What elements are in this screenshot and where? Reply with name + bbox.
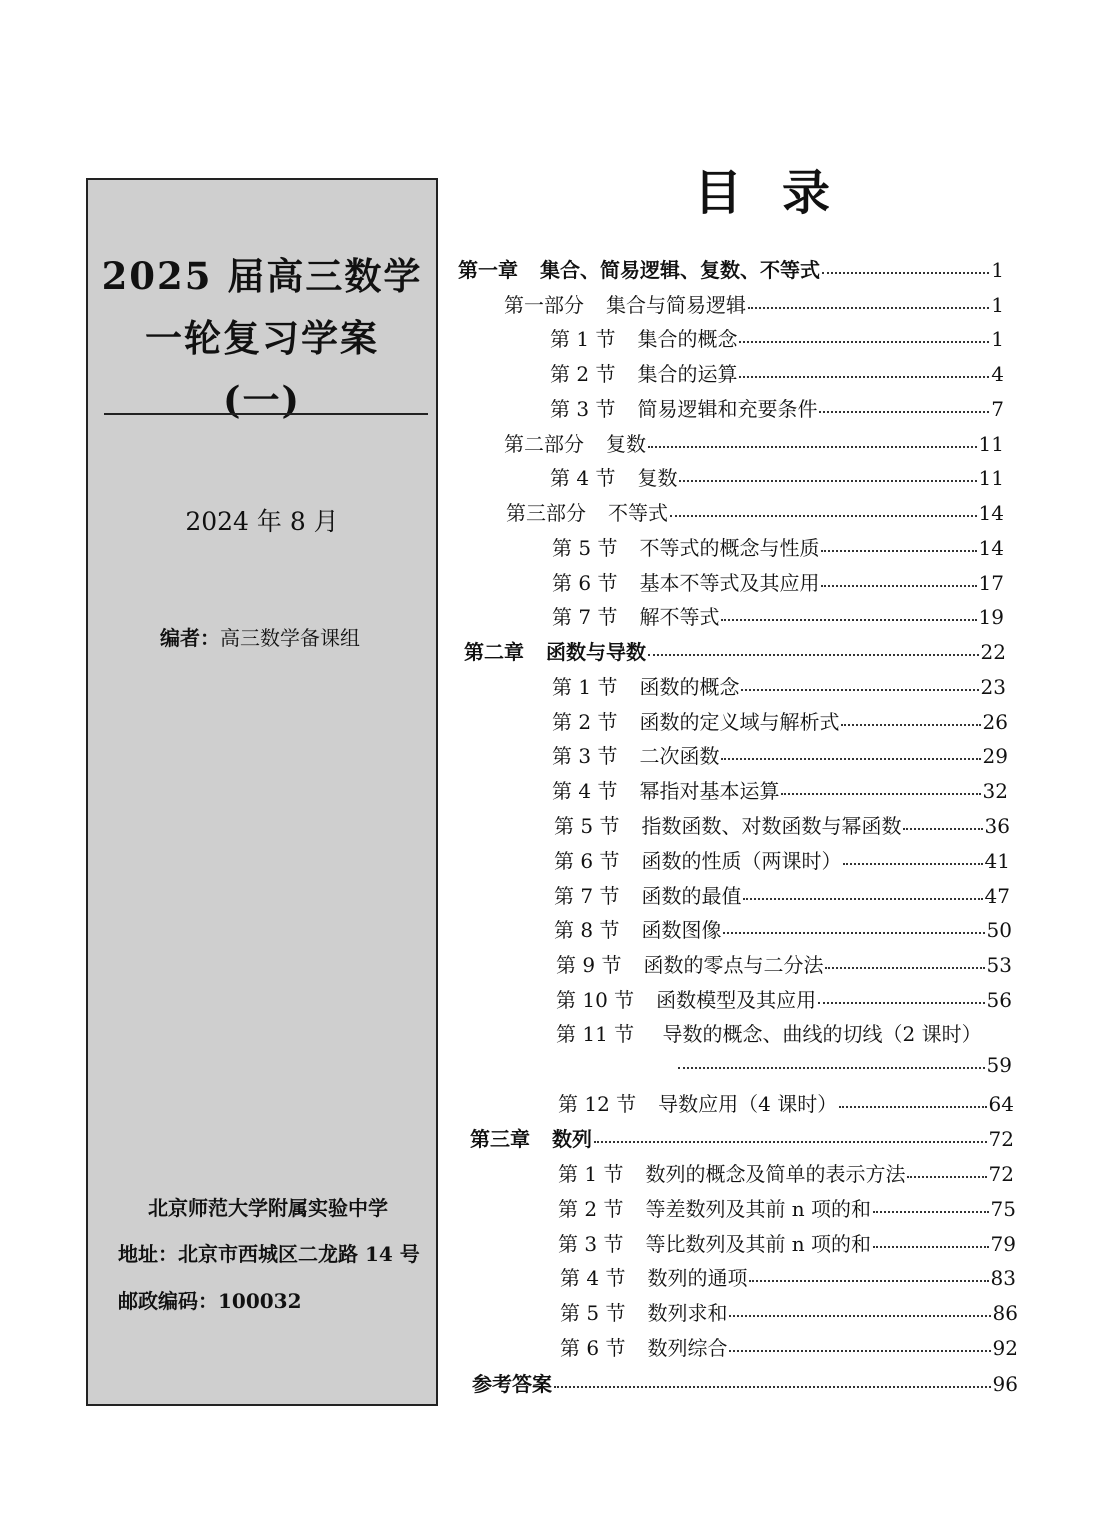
toc-entry-section <box>552 775 1008 804</box>
toc-entry-section <box>554 845 1010 874</box>
toc-entry-title: 幂指对基本运算 <box>639 779 780 803</box>
toc-entry-page: 92 <box>992 1336 1018 1360</box>
cover-title-line-3: (一) <box>222 378 301 422</box>
toc-entry-title: 数列的概念及简单的表示方法 <box>645 1162 906 1186</box>
toc-entry-title: 函数的定义域与解析式 <box>639 710 840 734</box>
toc-entry-section <box>560 1262 1016 1291</box>
toc-entry-section <box>552 671 1006 700</box>
toc-entry-section <box>550 462 1004 491</box>
dot-leader <box>873 1246 988 1248</box>
toc-entry-part <box>506 497 1004 526</box>
toc-entry-section <box>554 914 1012 943</box>
toc-entry-number: 第 4 节 <box>552 779 618 803</box>
toc-entry-title: 复数 <box>606 432 646 456</box>
toc-entry-number: 第一章 <box>458 258 518 282</box>
toc-entry-number: 第 7 节 <box>552 605 618 629</box>
toc-entry-page: 1 <box>991 327 1004 351</box>
toc-entry-title: 函数的最值 <box>641 884 742 908</box>
toc-entry-page: 53 <box>986 953 1012 977</box>
toc-entry-title: 函数的零点与二分法 <box>643 953 824 977</box>
dot-leader <box>594 1141 987 1143</box>
cover-title-line-1: 2025 届高三数学 <box>101 254 423 298</box>
dot-leader <box>554 1386 991 1388</box>
dot-leader <box>873 1211 988 1213</box>
toc-entry-title: 数列 <box>552 1127 592 1151</box>
toc-entry-number: 第 2 节 <box>550 362 616 386</box>
toc-entry-number: 第 5 节 <box>552 536 618 560</box>
toc-entry-page: 96 <box>992 1372 1018 1396</box>
toc-entry-page: 1 <box>991 258 1004 282</box>
toc-entry-section <box>550 323 1004 352</box>
dot-leader <box>678 1067 985 1069</box>
toc-entry-title: 函数的概念 <box>639 675 740 699</box>
cover-date: 2024 年 8 月 <box>185 507 339 536</box>
toc-entry-number: 第 6 节 <box>552 571 618 595</box>
editor-value: 高三数学备课组 <box>220 626 360 650</box>
toc-entry-title: 等比数列及其前 n 项的和 <box>645 1232 872 1256</box>
toc-entry-page: 75 <box>990 1197 1016 1221</box>
cover-divider <box>104 413 428 415</box>
toc-entry-page: 4 <box>991 362 1004 386</box>
dot-leader <box>818 1002 984 1004</box>
toc-entry-title: 函数与导数 <box>546 640 646 664</box>
toc-entry-section <box>552 740 1008 769</box>
toc-entry-number: 第 6 节 <box>560 1336 626 1360</box>
toc-entry-number: 第二部分 <box>504 432 584 456</box>
dot-leader <box>749 1280 988 1282</box>
toc-entry-chapter <box>464 636 1006 665</box>
toc-entry-number: 第 1 节 <box>558 1162 624 1186</box>
dot-leader <box>721 619 976 621</box>
toc-entry-part <box>504 289 1004 318</box>
toc-entry-page: 36 <box>984 814 1010 838</box>
dot-leader <box>841 724 980 726</box>
toc-entry-title: 函数图像 <box>641 918 722 942</box>
toc-entry-title: 参考答案 <box>472 1372 552 1396</box>
editor-label: 编者： <box>160 626 220 650</box>
dot-leader <box>748 307 989 309</box>
cover-editor <box>160 622 360 651</box>
toc-entry-title: 导数应用（4 课时） <box>658 1092 838 1116</box>
toc-entry-section <box>556 984 1012 1013</box>
toc-entry-section <box>560 1297 1018 1326</box>
toc-entry-number: 第 9 节 <box>556 953 622 977</box>
toc-entry-title: 导数的概念、曲线的切线（2 课时） <box>662 1022 982 1046</box>
cover-title-line-2: 一轮复习学案 <box>145 316 379 360</box>
dot-leader <box>723 932 984 934</box>
toc-entry-number: 第 4 节 <box>560 1266 626 1290</box>
toc-entry-number: 第二章 <box>464 640 524 664</box>
dot-leader <box>839 1106 986 1108</box>
toc-entry-title: 等差数列及其前 n 项的和 <box>645 1197 872 1221</box>
dot-leader <box>729 1350 990 1352</box>
toc-entry-section <box>552 567 1004 596</box>
toc-entry-title: 数列求和 <box>647 1301 728 1325</box>
toc-entry-number: 第 2 节 <box>558 1197 624 1221</box>
dot-leader <box>903 828 982 830</box>
toc-entry-title: 不等式 <box>608 501 668 525</box>
dot-leader <box>670 515 977 517</box>
toc-entry-section-continuation <box>676 1053 1012 1077</box>
dot-leader <box>679 480 976 482</box>
toc-entry-number: 第 7 节 <box>554 884 620 908</box>
toc-entry-title: 函数模型及其应用 <box>656 988 817 1012</box>
toc-entry-page: 83 <box>990 1266 1016 1290</box>
toc-entry-title: 集合、简易逻辑、复数、不等式 <box>540 258 820 282</box>
toc-entry-page: 59 <box>986 1053 1012 1077</box>
dot-leader <box>729 1315 990 1317</box>
toc-entry-title: 指数函数、对数函数与幂函数 <box>641 814 902 838</box>
toc-entry-number: 第 5 节 <box>560 1301 626 1325</box>
toc-entry-page: 47 <box>984 884 1010 908</box>
toc-entry-section <box>552 706 1008 735</box>
toc-entry-number: 第 6 节 <box>554 849 620 873</box>
toc-entry-number: 第 3 节 <box>558 1232 624 1256</box>
toc-entry-section <box>550 393 1004 422</box>
toc-entry-number: 第三章 <box>470 1127 530 1151</box>
toc-entry-title: 不等式的概念与性质 <box>639 536 820 560</box>
toc-entry-title: 解不等式 <box>639 605 720 629</box>
toc-entry-page: 14 <box>978 536 1004 560</box>
toc-entry-section <box>552 601 1004 630</box>
toc-entry-answers <box>472 1368 1018 1397</box>
toc-entry-page: 72 <box>988 1162 1014 1186</box>
toc-entry-title: 复数 <box>637 466 678 490</box>
toc-entry-page: 86 <box>992 1301 1018 1325</box>
toc-entry-page: 32 <box>982 779 1008 803</box>
cover-school: 北京师范大学附属实验中学 <box>148 1196 388 1220</box>
toc-entry-title: 基本不等式及其应用 <box>639 571 820 595</box>
toc-entry-number: 第 3 节 <box>550 397 616 421</box>
dot-leader <box>821 585 976 587</box>
toc-entry-title: 数列的通项 <box>647 1266 748 1290</box>
toc-entry-number: 第 1 节 <box>550 327 616 351</box>
toc-entry-title: 数列综合 <box>647 1336 728 1360</box>
toc-entry-page: 11 <box>978 466 1004 490</box>
toc-entry-page: 7 <box>991 397 1004 421</box>
toc-entry-section <box>558 1088 1014 1117</box>
toc-entry-section <box>550 358 1004 387</box>
toc-entry-chapter <box>458 254 1004 283</box>
toc-entry-page: 26 <box>982 710 1008 734</box>
toc-entry-title: 集合与简易逻辑 <box>606 293 746 317</box>
toc-entry-page: 79 <box>990 1232 1016 1256</box>
dot-leader <box>739 376 989 378</box>
toc-entry-section <box>552 532 1004 561</box>
dot-leader <box>648 446 977 448</box>
dot-leader <box>648 654 979 656</box>
toc-entry-page: 72 <box>988 1127 1014 1151</box>
toc-entry-section <box>560 1332 1018 1361</box>
toc-entry-page: 50 <box>986 918 1012 942</box>
dot-leader <box>739 341 989 343</box>
toc-entry-number: 第 12 节 <box>558 1092 637 1116</box>
dot-leader <box>821 550 976 552</box>
toc-entry-title: 二次函数 <box>639 744 720 768</box>
toc-entry-title: 简易逻辑和充要条件 <box>637 397 818 421</box>
toc-entry-page: 22 <box>980 640 1006 664</box>
toc-entry-number: 第 11 节 <box>556 1022 635 1046</box>
toc-entry-page: 41 <box>984 849 1010 873</box>
toc-entry-number: 第 4 节 <box>550 466 616 490</box>
toc-entry-section <box>558 1193 1016 1222</box>
toc-entry-title: 集合的运算 <box>637 362 738 386</box>
toc-entry-chapter <box>470 1123 1014 1152</box>
toc-entry-number: 第 3 节 <box>552 744 618 768</box>
cover-postal-code: 邮政编码：100032 <box>118 1289 302 1313</box>
toc-entry-page: 64 <box>988 1092 1014 1116</box>
dot-leader <box>741 689 978 691</box>
toc-entry-section <box>558 1228 1016 1257</box>
toc-entry-number: 第 10 节 <box>556 988 635 1012</box>
toc-entry-title: 函数的性质（两课时） <box>641 849 842 873</box>
dot-leader <box>822 272 989 274</box>
dot-leader <box>743 898 982 900</box>
toc-entry-page: 11 <box>978 432 1004 456</box>
dot-leader <box>721 758 980 760</box>
toc-entry-number: 第 2 节 <box>552 710 618 734</box>
toc-entry-number: 第 1 节 <box>552 675 618 699</box>
toc-entry-section-wrapped <box>556 1018 982 1047</box>
toc-entry-page: 14 <box>978 501 1004 525</box>
toc-entry-page: 1 <box>991 293 1004 317</box>
toc-entry-number: 第三部分 <box>506 501 586 525</box>
toc-entry-section <box>556 949 1012 978</box>
dot-leader <box>819 411 989 413</box>
toc-title: 目录 <box>694 165 871 221</box>
toc-entry-page: 56 <box>986 988 1012 1012</box>
cover-panel <box>86 178 438 1406</box>
dot-leader <box>825 967 984 969</box>
toc-entry-page: 23 <box>980 675 1006 699</box>
toc-entry-part <box>504 428 1004 457</box>
toc-entry-section <box>554 880 1010 909</box>
toc-entry-number: 第 5 节 <box>554 814 620 838</box>
toc-entry-page: 19 <box>978 605 1004 629</box>
dot-leader <box>781 793 980 795</box>
toc-entry-title: 集合的概念 <box>637 327 738 351</box>
toc-entry-page: 29 <box>982 744 1008 768</box>
toc-entry-page: 17 <box>978 571 1004 595</box>
dot-leader <box>843 863 982 865</box>
toc-entry-section <box>558 1158 1014 1187</box>
toc-entry-section <box>554 810 1010 839</box>
toc-entry-number: 第 8 节 <box>554 918 620 942</box>
cover-address: 地址：北京市西城区二龙路 14 号 <box>118 1242 420 1266</box>
dot-leader <box>907 1176 986 1178</box>
toc-entry-number: 第一部分 <box>504 293 584 317</box>
